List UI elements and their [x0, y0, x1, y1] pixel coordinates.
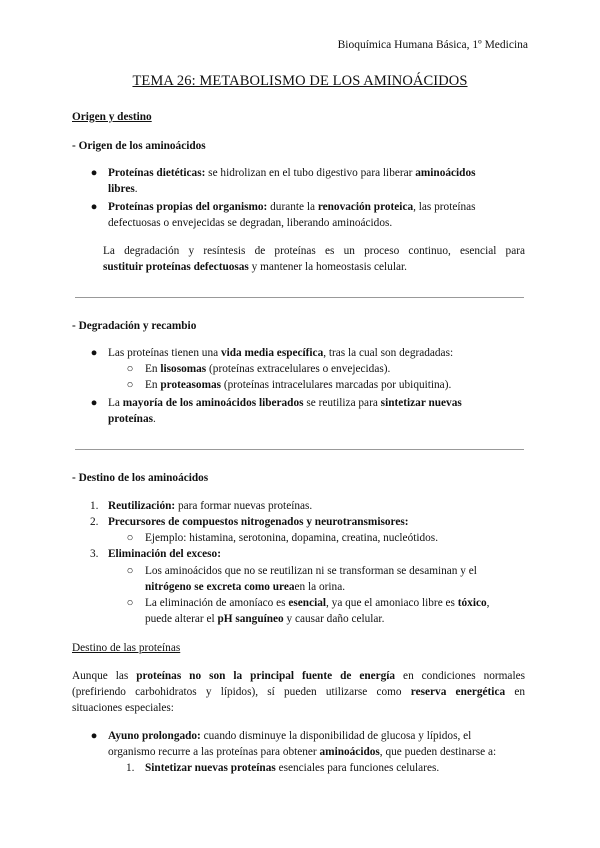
horizontal-divider [75, 297, 524, 298]
paragraph: La degradación y resíntesis de proteínas es un proceso continuo, esencial para [103, 245, 525, 257]
subsection-heading-fate: - Destino de los aminoácidos [72, 472, 209, 484]
numbered-item: Sintetizar nuevas proteínas esenciales para funciones celulares. [145, 762, 440, 774]
sub-bullet-icon: ○ [126, 532, 134, 544]
sub-list-item-continuation: puede alterar el pH sanguíneo y causar daño celular. [145, 613, 385, 625]
list-item: Las proteínas tienen una vida media específica, tras la cual son degradadas: [108, 347, 454, 359]
sub-bullet-icon: ○ [126, 379, 134, 391]
list-item: Ayuno prolongado: cuando disminuye la disponibilidad de glucosa y lípidos, el [108, 730, 472, 742]
sub-bullet-icon: ○ [126, 597, 134, 609]
list-item: Proteínas propias del organismo: durante la renovación proteica, las proteínas [108, 201, 476, 213]
numbered-item: Precursores de compuestos nitrogenados y neurotransmisores: [108, 516, 409, 528]
bullet-icon: ● [90, 730, 98, 742]
sub-bullet-icon: ○ [126, 565, 134, 577]
list-item: Proteínas dietéticas: se hidrolizan en el tubo digestivo para liberar aminoácidos [108, 167, 476, 179]
sub-list-item-continuation: nitrógeno se excreta como ureaen la orina. [145, 581, 346, 593]
list-number: 1. [90, 500, 99, 512]
paragraph-continuation: (prefiriendo carbohidratos y lípidos), sí pueden utilizarse como reserva energética en [72, 686, 525, 698]
sub-bullet-icon: ○ [126, 363, 134, 375]
bullet-icon: ● [90, 397, 98, 409]
document-header: Bioquímica Humana Básica, 1º Medicina [337, 39, 528, 51]
list-item-continuation: proteínas. [108, 413, 156, 425]
bullet-icon: ● [90, 201, 98, 213]
sub-list-item: Los aminoácidos que no se reutilizan ni se transforman se desaminan y el [145, 565, 477, 577]
paragraph-continuation: sustituir proteínas defectuosas y mantener la homeostasis celular. [103, 261, 407, 273]
subsection-heading-protein-fate: Destino de las proteínas [72, 642, 181, 654]
horizontal-divider [75, 449, 524, 450]
paragraph: Aunque las proteínas no son la principal fuente de energía en condiciones normales [72, 670, 525, 682]
subsection-heading-origin: - Origen de los aminoácidos [72, 140, 206, 152]
numbered-item: Reutilización: para formar nuevas proteínas. [108, 500, 313, 512]
list-item-continuation: organismo recurre a las proteínas para obtener aminoácidos, que pueden destinarse a: [108, 746, 497, 758]
list-number: 3. [90, 548, 99, 560]
list-item: La mayoría de los aminoácidos liberados se reutiliza para sintetizar nuevas [108, 397, 462, 409]
sub-list-item: La eliminación de amoníaco es esencial, ya que el amoniaco libre es tóxico, [145, 597, 490, 609]
page-title: TEMA 26: METABOLISMO DE LOS AMINOÁCIDOS [132, 73, 468, 89]
bullet-icon: ● [90, 167, 98, 179]
paragraph-continuation: situaciones especiales: [72, 702, 174, 714]
numbered-item: Eliminación del exceso: [108, 548, 221, 560]
subsection-heading-degradation: - Degradación y recambio [72, 320, 197, 332]
list-item-continuation: libres. [108, 183, 138, 195]
list-number: 1. [126, 762, 135, 774]
section-heading-origin: Origen y destino [72, 111, 152, 123]
sub-list-item: Ejemplo: histamina, serotonina, dopamina, creatina, nucleótidos. [145, 532, 439, 544]
sub-list-item: En proteasomas (proteínas intracelulares marcadas por ubiquitina). [145, 379, 452, 391]
list-number: 2. [90, 516, 99, 528]
sub-list-item: En lisosomas (proteínas extracelulares o envejecidas). [145, 363, 391, 375]
bullet-icon: ● [90, 347, 98, 359]
list-item-continuation: defectuosas o envejecidas se degradan, liberando aminoácidos. [108, 217, 393, 229]
